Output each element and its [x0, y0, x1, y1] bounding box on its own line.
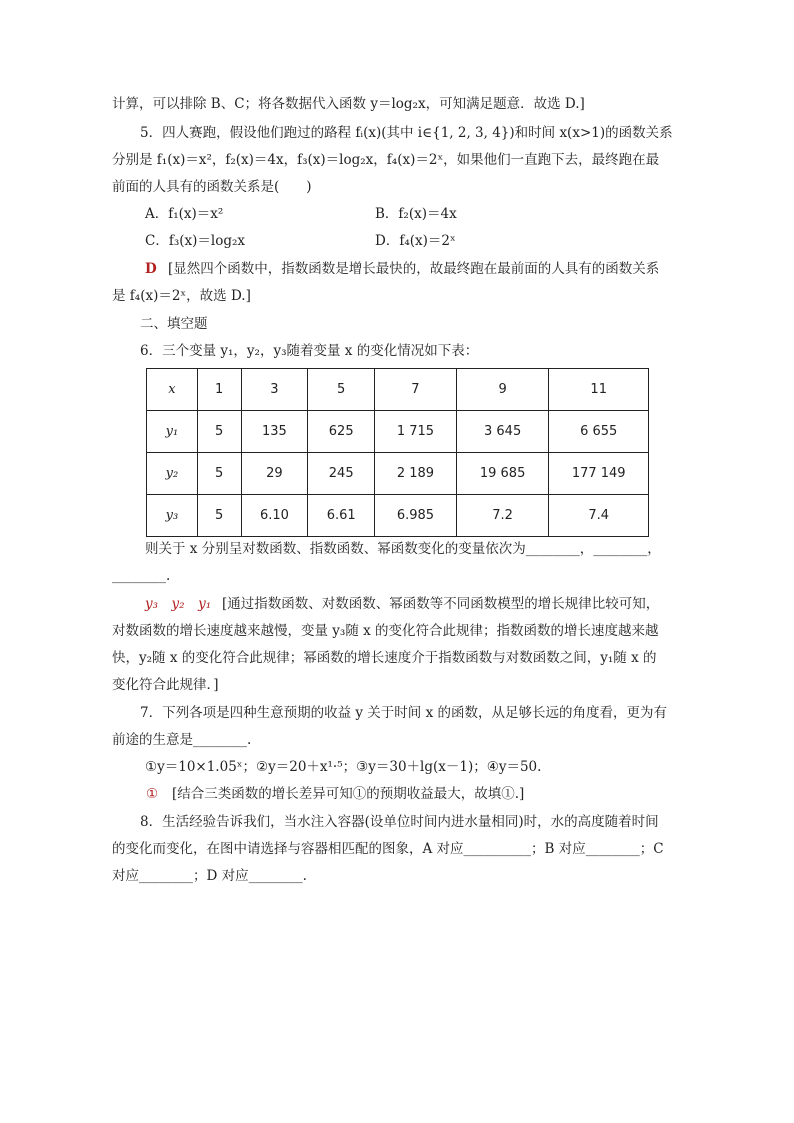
- table-cell: 5: [197, 453, 241, 495]
- question-5-line-1: 5．四人赛跑，假设他们跑过的路程 fᵢ(x)(其中 i∈{1, 2, 3, 4})和时间 x(x>1)的函数关系: [140, 125, 673, 141]
- question-7-line-1: 7．下列各项是四种生意预期的收益 y 关于时间 x 的函数，从足够长远的角度看，更为有: [140, 705, 667, 721]
- table-cell: 7.4: [549, 495, 649, 537]
- question-8-line-3: 对应________；D 对应________.: [112, 868, 307, 884]
- table-cell: 5: [197, 495, 241, 537]
- option-d: D．f₄(x)＝2ˣ: [375, 233, 456, 249]
- table-cell: 245: [308, 453, 375, 495]
- question-5-line-2: 分别是 f₁(x)＝x²，f₂(x)＝4x，f₃(x)＝log₂x，f₄(x)＝2ˣ，如果他们一直跑下去，最终跑在最: [112, 152, 660, 168]
- answer-5-mark: D: [145, 261, 157, 277]
- question-7-line-2: 前途的生意是________.: [112, 732, 252, 748]
- table-cell: 6.10: [241, 495, 308, 537]
- question-6-line-3: ________.: [112, 568, 171, 584]
- data-table: [146, 368, 649, 537]
- table-cell: 1 715: [375, 411, 457, 453]
- table-cell: 9: [456, 369, 549, 411]
- option-b: B．f₂(x)＝4x: [375, 206, 457, 222]
- answer-7-mark: ①: [146, 786, 159, 802]
- table-cell: 5: [197, 411, 241, 453]
- table-cell: 5: [308, 369, 375, 411]
- option-a: A．f₁(x)＝x²: [145, 206, 224, 222]
- table-cell: y₃: [147, 495, 198, 537]
- table-row: [147, 369, 649, 411]
- table-cell: 1: [197, 369, 241, 411]
- answer-6-line-1: [通过指数函数、对数函数、幂函数等不同函数模型的增长规律比较可知，: [222, 596, 660, 612]
- answer-6-line-3: 快，y₂随 x 的变化符合此规律；幂函数的增长速度介于指数函数与对数函数之间，y₁随 x 的: [112, 650, 657, 666]
- question-8-line-2: 的变化而变化，在图中请选择与容器相匹配的图象，A 对应__________；B 对应________；C: [112, 841, 664, 857]
- table-cell: 6 655: [549, 411, 649, 453]
- option-c: C．f₃(x)＝log₂x: [145, 233, 245, 249]
- table-cell: 7: [375, 369, 457, 411]
- answer-5-line-1: [显然四个函数中，指数函数是增长最快的，故最终跑在最前面的人具有的函数关系: [168, 261, 660, 277]
- question-6-line-1: 6．三个变量 y₁，y₂，y₃随着变量 x 的变化情况如下表：: [140, 343, 479, 359]
- table-row: [147, 411, 649, 453]
- table-cell: y₂: [147, 453, 198, 495]
- table-cell: 7.2: [456, 495, 549, 537]
- question-7-line-3: ①y＝10×1.05ˣ；②y＝20＋x¹·⁵；③y＝30＋lg(x－1)；④y＝50.: [145, 759, 542, 775]
- table-cell: 19 685: [456, 453, 549, 495]
- table-cell: 135: [241, 411, 308, 453]
- table-cell: 3 645: [456, 411, 549, 453]
- question-5-line-3: 前面的人具有的函数关系是( ): [112, 179, 312, 195]
- answer-6-line-4: 变化符合此规律．]: [112, 677, 219, 693]
- answer-7-line-1: [结合三类函数的增长差异可知①的预期收益最大，故填①.]: [172, 786, 525, 802]
- text-line: 计算，可以排除 B、C；将各数据代入函数 y＝log₂x，可知满足题意．故选 D.]: [112, 96, 585, 112]
- table-cell: 6.61: [308, 495, 375, 537]
- answer-5-line-2: 是 f₄(x)＝2ˣ，故选 D.]: [112, 288, 251, 304]
- question-6-line-2: 则关于 x 分别呈对数函数、指数函数、幂函数变化的变量依次为________，________，: [145, 541, 661, 557]
- question-8-line-1: 8．生活经验告诉我们，当水注入容器(设单位时间内进水量相同)时，水的高度随着时间: [140, 814, 659, 830]
- table-row: [147, 495, 649, 537]
- answer-6-line-2: 对数函数的增长速度越来越慢，变量 y₃随 x 的变化符合此规律；指数函数的增长速度越来越: [112, 623, 659, 639]
- table-cell: 625: [308, 411, 375, 453]
- table-row: [147, 453, 649, 495]
- table-cell: x: [147, 369, 198, 411]
- table-cell: 3: [241, 369, 308, 411]
- answer-6-mark: y₃ y₂ y₁: [145, 596, 212, 612]
- table-cell: y₁: [147, 411, 198, 453]
- table-cell: 6.985: [375, 495, 457, 537]
- section-heading: 二、填空题: [140, 316, 208, 332]
- table-cell: 177 149: [549, 453, 649, 495]
- table-cell: 11: [549, 369, 649, 411]
- table-cell: 2 189: [375, 453, 457, 495]
- table-cell: 29: [241, 453, 308, 495]
